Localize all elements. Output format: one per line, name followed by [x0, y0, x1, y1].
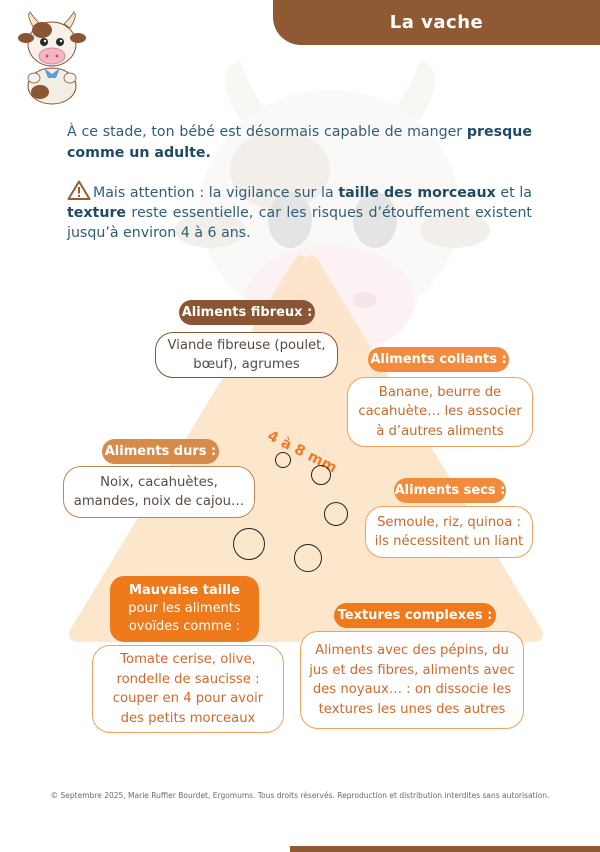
- secs-body: Semoule, riz, quinoa : ils nécessitent un liant: [374, 514, 524, 549]
- size-label: 4 à 8 mm: [264, 428, 340, 477]
- textures-complexes-body: Aliments avec des pépins, du jus et des fibres, aliments avec des noyaux… : on dissocie les textures les unes des autres: [309, 643, 515, 717]
- page-title: La vache: [273, 0, 600, 45]
- fibreux-box: [155, 332, 338, 378]
- textures-complexes-tag: Textures complexes :: [334, 603, 496, 628]
- durs-box: [63, 466, 255, 518]
- warning-text-3: reste essentielle, car les risques d’étouffement existent jusqu’à environ 4 à 6 ans.: [67, 205, 532, 241]
- durs-body: Noix, cacahuètes, amandes, noix de cajou…: [73, 474, 245, 509]
- textures-complexes-box: [300, 631, 524, 729]
- mauvaise-taille-title: Mauvaise taille: [129, 583, 240, 598]
- mauvaise-taille-body: Tomate cerise, olive, rondelle de saucisse : couper en 4 pour avoir des petits morceaux: [112, 652, 264, 726]
- collants-body: Banane, beurre de cacahuète… les associer à d’autres aliments: [358, 384, 522, 439]
- size-circle: [275, 452, 291, 468]
- fibreux-tag: Aliments fibreux :: [179, 300, 315, 325]
- warning-icon: [67, 180, 91, 200]
- cow-mascot-icon: [12, 8, 92, 108]
- fibreux-body: Viande fibreuse (poulet, bœuf), agrumes: [167, 337, 326, 372]
- secs-tag: Aliments secs :: [394, 478, 506, 503]
- mauvaise-taille-box: [92, 645, 284, 733]
- mauvaise-taille-tag: [110, 576, 259, 642]
- secs-box: [365, 506, 533, 558]
- collants-box: [347, 377, 533, 447]
- size-circle: [233, 528, 265, 560]
- copyright-footer: © Septembre 2025, Marie Ruffier Bourdet, Ergomums. Tous droits réservés. Reproduction et distribution interdites sans autorisation.: [50, 791, 550, 800]
- intro-text: À ce stade, ton bébé est désormais capable de manger: [67, 124, 467, 140]
- intro-bold: presque comme un adulte.: [67, 124, 532, 161]
- warning-text-2: et la: [495, 185, 532, 201]
- warning-bold-1: taille des morceaux: [338, 185, 496, 201]
- size-circle: [324, 502, 348, 526]
- durs-tag: Aliments durs :: [102, 439, 219, 464]
- mauvaise-taille-subtitle: pour les aliments ovoïdes comme :: [128, 601, 241, 634]
- size-circle: [311, 465, 331, 485]
- warning-text-1: Mais attention : la vigilance sur la: [93, 185, 339, 201]
- intro-paragraph: [67, 122, 532, 164]
- warning-bold-2: texture: [67, 205, 127, 221]
- size-circle: [294, 544, 322, 572]
- collants-tag: Aliments collants :: [368, 347, 509, 372]
- bottom-bar: [290, 846, 600, 852]
- warning-paragraph: [67, 180, 532, 243]
